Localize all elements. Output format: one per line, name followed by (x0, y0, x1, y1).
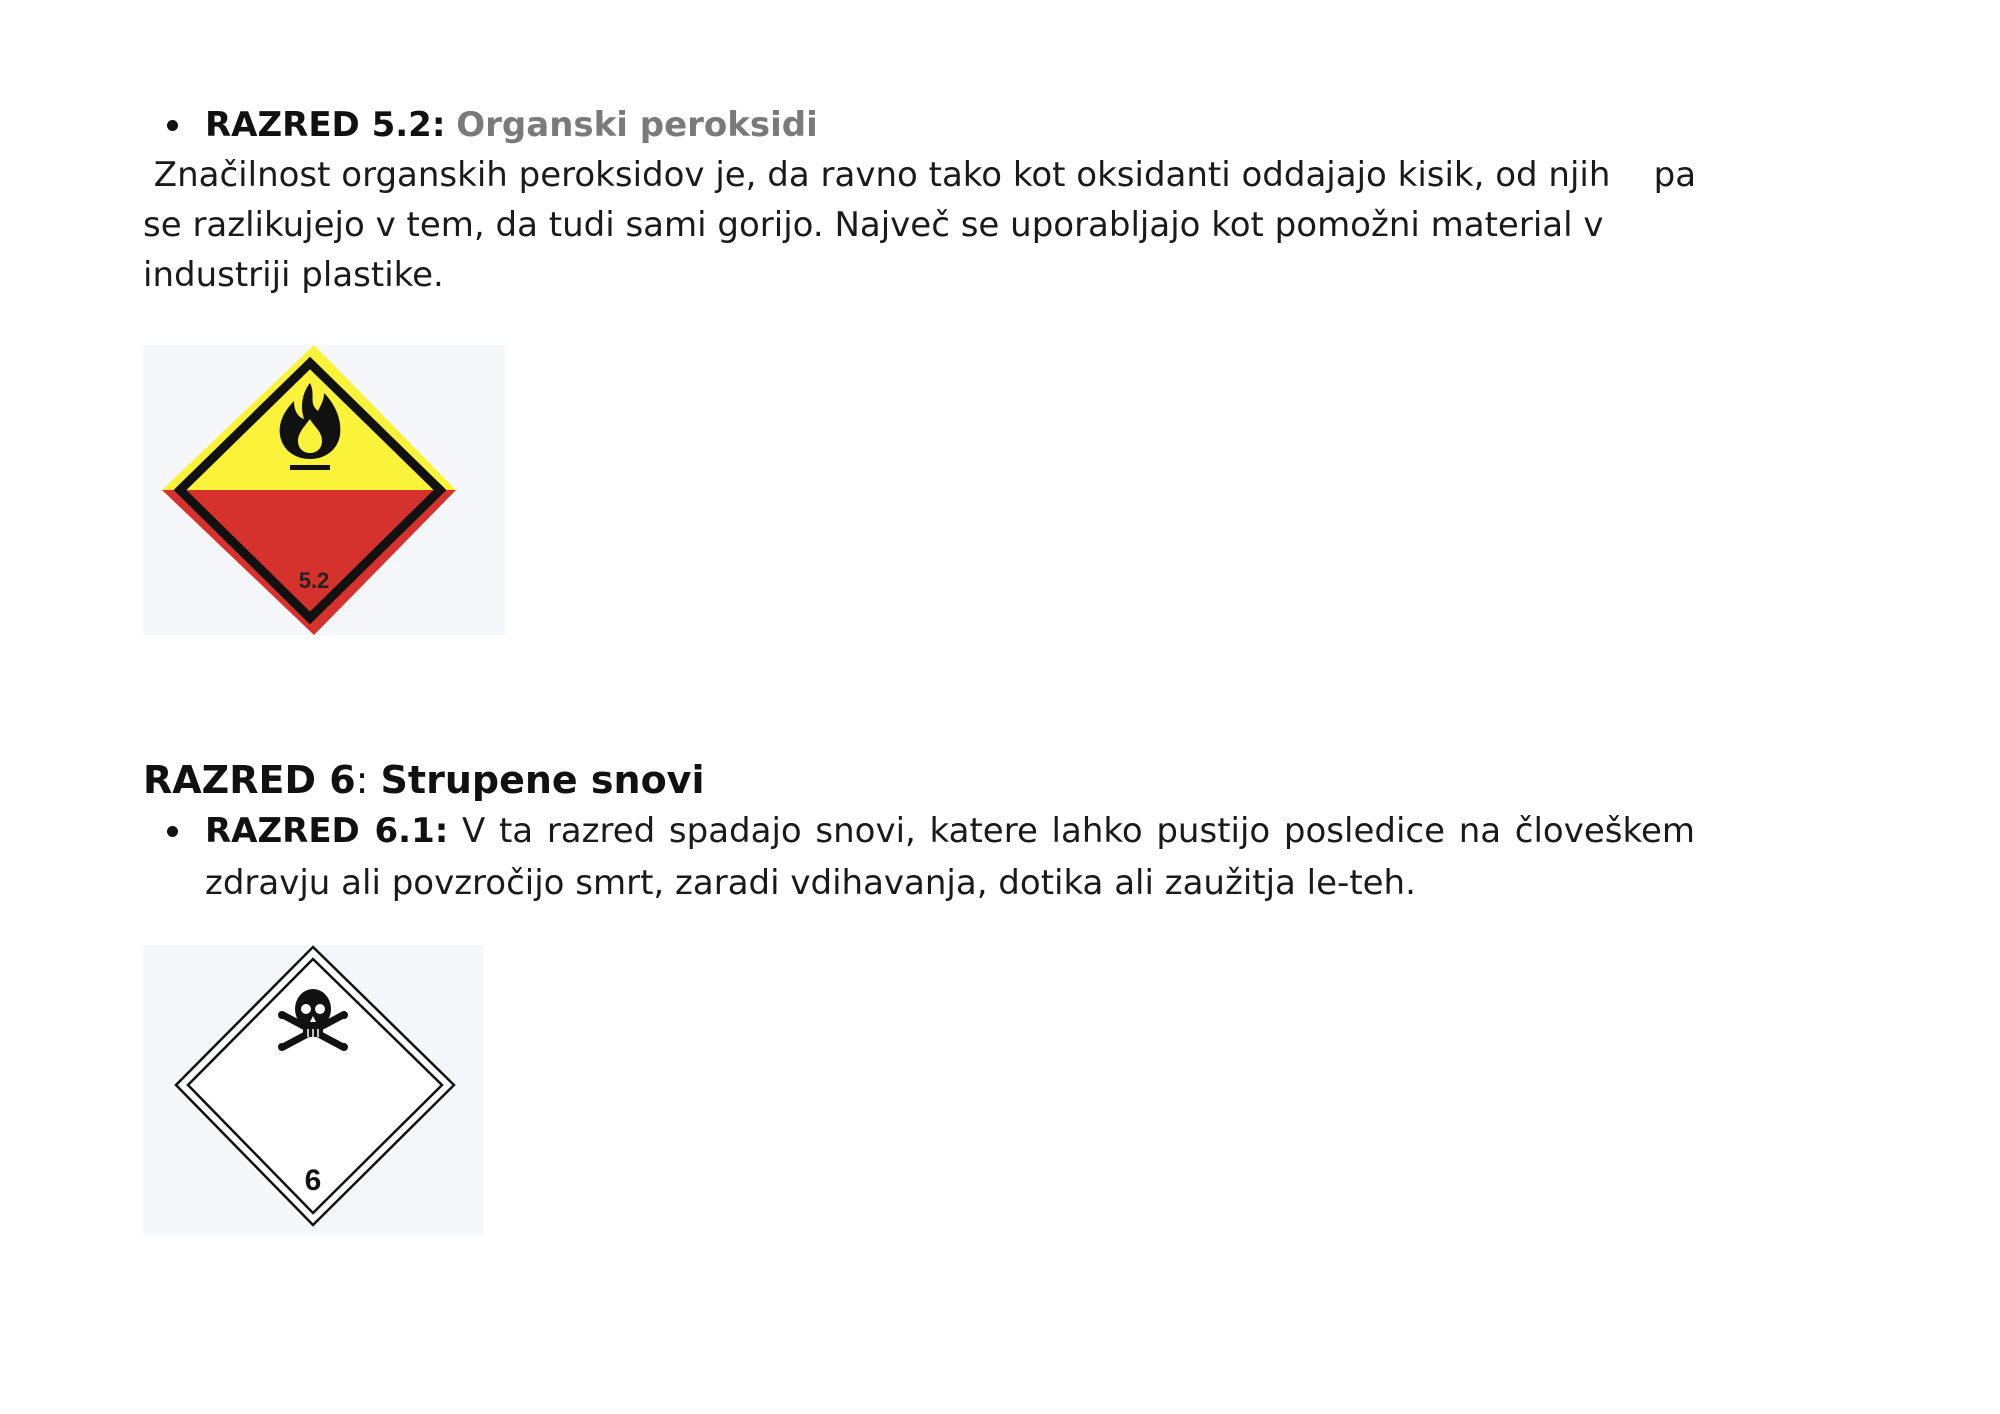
paragraph-5-2-line-1: Značilnost organskih peroksidov je, da ravno tako kot oksidanti oddajajo kisik, od njih pa (143, 155, 1697, 195)
heading-6-label: RAZRED 6 (143, 758, 356, 802)
heading-6-separator: : (355, 758, 381, 802)
placard-6-image (143, 945, 483, 1235)
bullet-razred-6-1-line-2: zdravju ali povzročijo smrt, zaradi vdihavanja, dotika ali zaužitja le-teh. (205, 863, 1416, 903)
bullet-razred-6-1-line-1 (205, 806, 1695, 856)
paragraph-5-2-line-2: se razlikujejo v tem, da tudi sami gorijo. Največ se uporabljajo kot pomožni material v (143, 205, 1604, 245)
bullet-label-5-2: RAZRED 5.2: (205, 105, 446, 145)
placard-5-2-graphic (143, 345, 505, 635)
placard-5-2-number: 5.2 (298, 568, 330, 593)
bullet-title-5-2: Organski peroksidi (456, 105, 818, 145)
bullet-text-6-1-line-1: V ta razred spadajo snovi, katere lahko pustijo posledice na človeškem (448, 811, 1695, 851)
placard-6-number: 6 (304, 1164, 322, 1197)
bullet-label-6-1: RAZRED 6.1: (205, 811, 449, 851)
paragraph-5-2-line-3: industriji plastike. (143, 255, 444, 295)
bullet-razred-5-2 (205, 100, 818, 150)
placard-6-graphic (143, 945, 483, 1235)
placard-5-2-image (143, 345, 505, 635)
heading-razred-6 (143, 755, 704, 805)
bullet-dot-5-2 (167, 120, 178, 131)
heading-6-title: Strupene snovi (380, 758, 705, 802)
bullet-dot-6-1 (167, 826, 178, 837)
